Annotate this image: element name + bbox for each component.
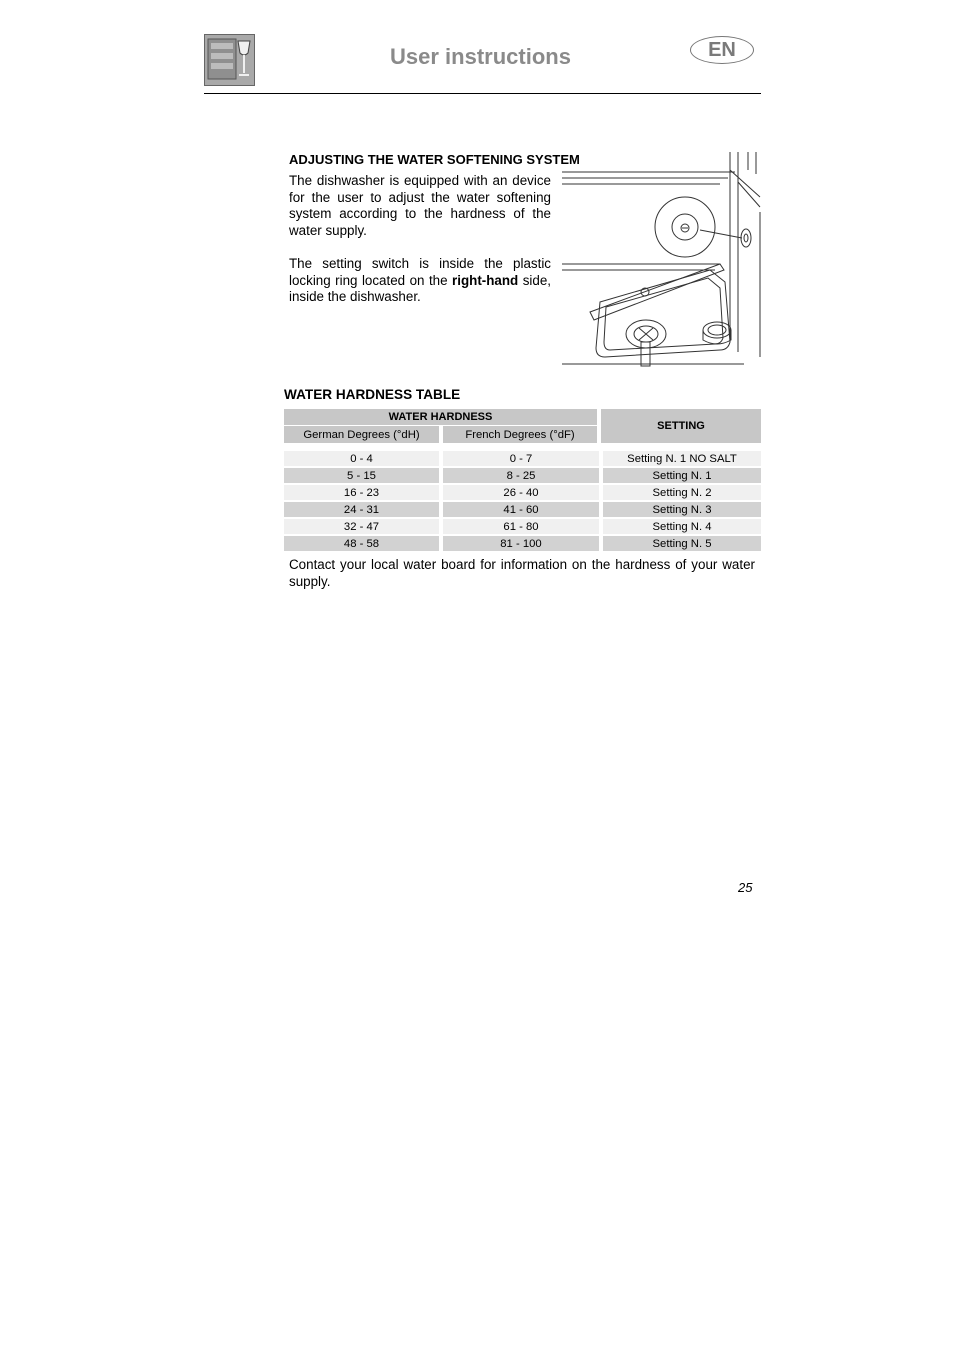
dishwasher-glass-icon [205, 35, 254, 85]
header-divider [204, 93, 761, 94]
section-title-hardness-table: WATER HARDNESS TABLE [284, 387, 461, 402]
column-header-french: French Degrees (°dF) [441, 425, 601, 443]
table-row: 0 - 4 0 - 7 Setting N. 1 NO SALT [284, 451, 761, 466]
table-row: 24 - 31 41 - 60 Setting N. 3 [284, 502, 761, 517]
water-hardness-table [284, 409, 761, 551]
language-badge: EN [690, 36, 754, 64]
table-group-header: WATER HARDNESS [284, 409, 601, 425]
table-setting-header: SETTING [601, 409, 761, 443]
page-header-title: User instructions [390, 44, 571, 69]
paragraph-softening-intro: The dishwasher is equipped with an device for the user to adjust the water softening system according to the hardness of the water supply. [289, 173, 551, 238]
table-row: 5 - 15 8 - 25 Setting N. 1 [284, 468, 761, 483]
section-title-softening: ADJUSTING THE WATER SOFTENING SYSTEM [289, 152, 580, 167]
logo-icon [204, 34, 255, 86]
paragraph-setting-switch: The setting switch is inside the plastic locking ring located on the right-hand side, inside the dishwasher. [289, 256, 551, 305]
column-header-german: German Degrees (°dH) [284, 425, 441, 443]
page-number: 25 [738, 880, 753, 895]
footer-note: Contact your local water board for information on the hardness of your water supply. [289, 557, 755, 589]
table-row: 48 - 58 81 - 100 Setting N. 5 [284, 536, 761, 551]
table-row: 16 - 23 26 - 40 Setting N. 2 [284, 485, 761, 500]
dishwasher-interior-illustration [560, 152, 761, 367]
table-row: 32 - 47 61 - 80 Setting N. 4 [284, 519, 761, 534]
